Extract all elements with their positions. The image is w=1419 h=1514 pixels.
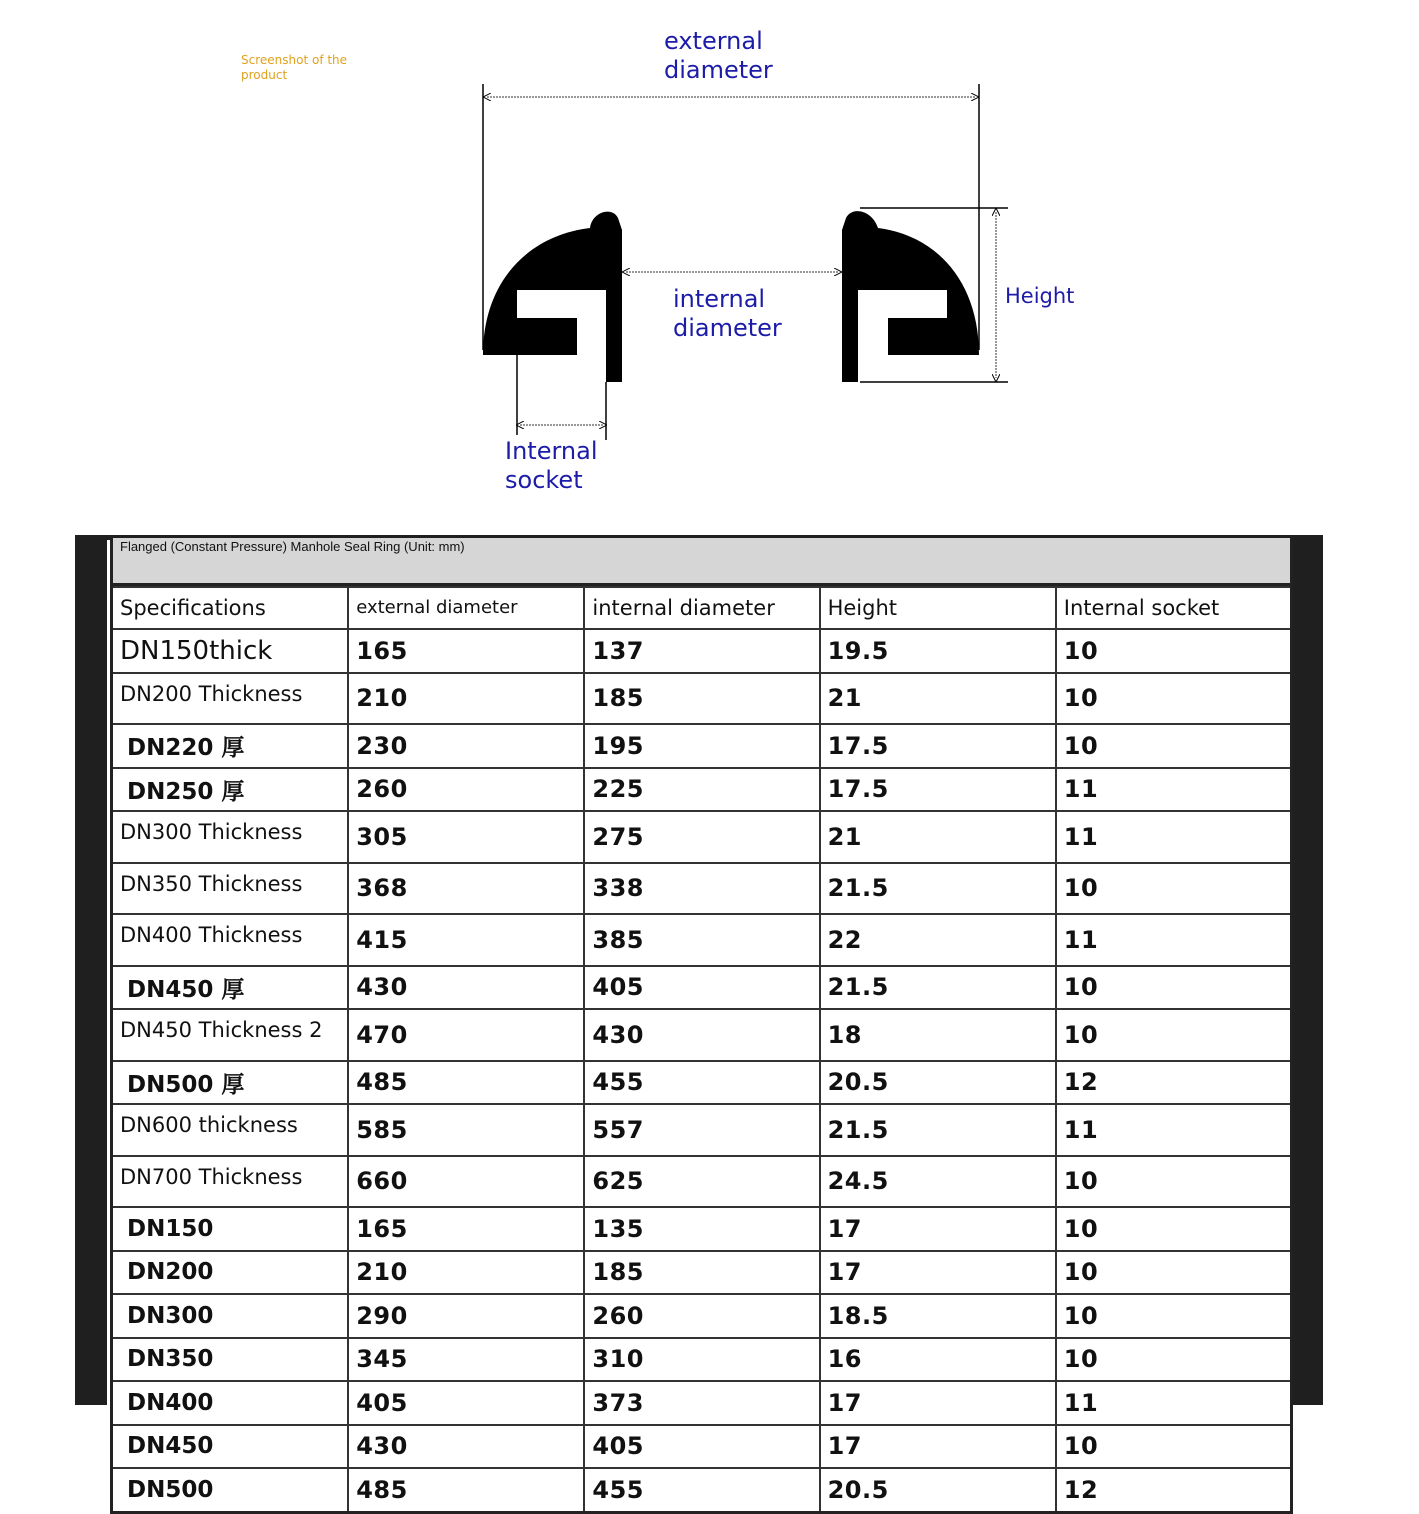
cell-height: 21.5 [820, 1104, 1056, 1156]
cell-socket: 10 [1056, 1156, 1290, 1208]
cell-socket: 10 [1056, 1294, 1290, 1338]
cell-socket: 11 [1056, 914, 1290, 966]
cell-spec: DN500 厚 [113, 1061, 348, 1105]
cell-external: 210 [348, 1251, 584, 1295]
spec-table-container [110, 538, 1293, 1514]
cell-height: 17 [820, 1251, 1056, 1295]
cell-internal: 275 [584, 811, 819, 863]
cell-spec: DN300 [113, 1294, 348, 1338]
spec-table [113, 586, 1290, 1514]
table-row [113, 1156, 1290, 1208]
cell-external: 345 [348, 1338, 584, 1382]
frame-right-bar [1292, 535, 1323, 1405]
cell-spec: DN450 Thickness 2 [113, 1009, 348, 1061]
cell-height: 20.5 [820, 1061, 1056, 1105]
cell-external: 470 [348, 1009, 584, 1061]
cell-internal: 137 [584, 629, 819, 673]
table-row [113, 1009, 1290, 1061]
cell-external: 368 [348, 863, 584, 915]
cell-external: 210 [348, 673, 584, 725]
right-seal-profile [842, 211, 979, 382]
cell-external: 485 [348, 1468, 584, 1512]
cell-height: 21.5 [820, 863, 1056, 915]
cell-socket: 12 [1056, 1061, 1290, 1105]
cell-height: 18 [820, 1009, 1056, 1061]
cell-spec: DN200 Thickness [113, 673, 348, 725]
cell-spec: DN300 Thickness [113, 811, 348, 863]
cell-spec: DN600 thickness [113, 1104, 348, 1156]
cell-socket: 11 [1056, 768, 1290, 812]
cell-socket: 10 [1056, 863, 1290, 915]
table-row [113, 724, 1290, 768]
cell-socket: 11 [1056, 811, 1290, 863]
cell-external: 660 [348, 1156, 584, 1208]
cell-internal: 557 [584, 1104, 819, 1156]
cell-height: 17 [820, 1425, 1056, 1469]
table-body [113, 629, 1290, 1512]
cell-spec: DN150 [113, 1207, 348, 1251]
table-row [113, 1338, 1290, 1382]
cell-external: 260 [348, 768, 584, 812]
external-diameter-label: external diameter [664, 27, 773, 84]
cell-socket: 10 [1056, 1338, 1290, 1382]
header-specifications: Specifications [113, 587, 348, 629]
cell-height: 17.5 [820, 768, 1056, 812]
cell-external: 430 [348, 966, 584, 1010]
internal-socket-label: Internal socket [505, 437, 598, 494]
table-row [113, 1251, 1290, 1295]
cell-socket: 10 [1056, 1251, 1290, 1295]
table-row [113, 1381, 1290, 1425]
cell-internal: 385 [584, 914, 819, 966]
table-row [113, 1207, 1290, 1251]
frame-left-bar [75, 535, 107, 1405]
cell-spec: DN450 [113, 1425, 348, 1469]
cell-spec: DN250 厚 [113, 768, 348, 812]
cell-spec: DN500 [113, 1468, 348, 1512]
cell-spec: DN350 [113, 1338, 348, 1382]
table-row [113, 768, 1290, 812]
table-row [113, 1061, 1290, 1105]
cell-internal: 405 [584, 1425, 819, 1469]
cell-socket: 10 [1056, 673, 1290, 725]
table-row [113, 629, 1290, 673]
internal-diameter-label: internal diameter [673, 285, 782, 342]
table-caption-text: Flanged (Constant Pressure) Manhole Seal Ring (Unit: mm) [120, 539, 465, 554]
cell-spec: DN400 [113, 1381, 348, 1425]
cell-socket: 11 [1056, 1381, 1290, 1425]
cell-internal: 185 [584, 673, 819, 725]
table-row [113, 863, 1290, 915]
cell-internal: 455 [584, 1468, 819, 1512]
cell-height: 21.5 [820, 966, 1056, 1010]
table-header-row [113, 587, 1290, 629]
cell-internal: 430 [584, 1009, 819, 1061]
cell-height: 17.5 [820, 724, 1056, 768]
cell-height: 22 [820, 914, 1056, 966]
cell-internal: 185 [584, 1251, 819, 1295]
cell-height: 18.5 [820, 1294, 1056, 1338]
cell-spec: DN400 Thickness [113, 914, 348, 966]
cell-external: 165 [348, 1207, 584, 1251]
table-row [113, 1104, 1290, 1156]
cell-external: 415 [348, 914, 584, 966]
table-row [113, 1425, 1290, 1469]
cell-spec: DN150thick [113, 629, 348, 673]
cell-height: 21 [820, 673, 1056, 725]
cell-height: 21 [820, 811, 1056, 863]
cell-spec: DN700 Thickness [113, 1156, 348, 1208]
cell-external: 585 [348, 1104, 584, 1156]
table-row [113, 811, 1290, 863]
cell-internal: 135 [584, 1207, 819, 1251]
cell-internal: 338 [584, 863, 819, 915]
cell-socket: 10 [1056, 1425, 1290, 1469]
table-row [113, 914, 1290, 966]
cell-spec: DN200 [113, 1251, 348, 1295]
cell-socket: 10 [1056, 966, 1290, 1010]
cell-external: 405 [348, 1381, 584, 1425]
cell-height: 17 [820, 1381, 1056, 1425]
table-row [113, 673, 1290, 725]
cell-socket: 10 [1056, 1009, 1290, 1061]
left-seal-profile [483, 212, 622, 382]
header-internal-socket: Internal socket [1056, 587, 1290, 629]
cell-socket: 11 [1056, 1104, 1290, 1156]
cell-internal: 455 [584, 1061, 819, 1105]
cell-spec: DN220 厚 [113, 724, 348, 768]
cell-spec: DN450 厚 [113, 966, 348, 1010]
height-label: Height [1005, 284, 1075, 308]
cell-external: 290 [348, 1294, 584, 1338]
cell-socket: 10 [1056, 629, 1290, 673]
cell-internal: 625 [584, 1156, 819, 1208]
header-internal-diameter: internal diameter [584, 587, 819, 629]
cell-external: 430 [348, 1425, 584, 1469]
cell-internal: 225 [584, 768, 819, 812]
table-row [113, 1294, 1290, 1338]
cell-height: 17 [820, 1207, 1056, 1251]
cell-spec: DN350 Thickness [113, 863, 348, 915]
product-screenshot-note: Screenshot of the product [241, 53, 348, 82]
cell-external: 305 [348, 811, 584, 863]
table-row [113, 1468, 1290, 1512]
cell-height: 24.5 [820, 1156, 1056, 1208]
cell-socket: 10 [1056, 724, 1290, 768]
cell-internal: 373 [584, 1381, 819, 1425]
header-height: Height [820, 587, 1056, 629]
cell-internal: 195 [584, 724, 819, 768]
cell-socket: 12 [1056, 1468, 1290, 1512]
cell-internal: 260 [584, 1294, 819, 1338]
cell-height: 16 [820, 1338, 1056, 1382]
cell-socket: 10 [1056, 1207, 1290, 1251]
header-external-diameter: external diameter [348, 587, 584, 629]
cell-external: 230 [348, 724, 584, 768]
cell-external: 485 [348, 1061, 584, 1105]
cell-internal: 405 [584, 966, 819, 1010]
cell-internal: 310 [584, 1338, 819, 1382]
cell-external: 165 [348, 629, 584, 673]
cell-height: 19.5 [820, 629, 1056, 673]
table-caption [113, 538, 1290, 586]
table-row [113, 966, 1290, 1010]
cell-height: 20.5 [820, 1468, 1056, 1512]
